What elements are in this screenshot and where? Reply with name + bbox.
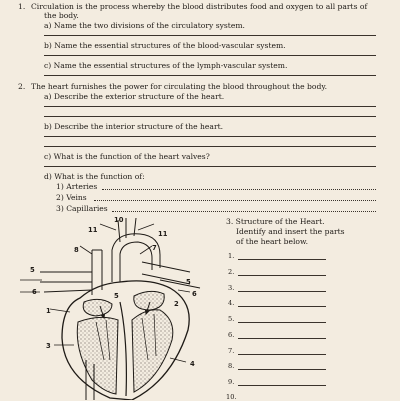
q1-line-1: Circulation is the process whereby the blood distributes food and oxygen to all parts of <box>31 2 368 11</box>
pulmonary-veins-left <box>40 272 92 292</box>
q3-line-1: 3. Structure of the Heart. <box>226 217 325 226</box>
diagram-label-8: 8 <box>74 246 79 254</box>
answer-line <box>238 369 326 370</box>
diagram-label-7: 7 <box>152 244 157 252</box>
answer-number-7: 7. <box>228 347 235 355</box>
q2d1-label: 1) Arteries <box>56 182 98 191</box>
answer-line <box>238 354 326 355</box>
answer-line <box>238 338 326 339</box>
q3-line-2: Identify and insert the parts <box>236 227 345 236</box>
q2d-prompt: d) What is the function of: <box>44 172 145 181</box>
q3-line-3: of the heart below. <box>236 237 309 246</box>
diagram-label-2: 2 <box>174 300 179 308</box>
q2d2-label: 2) Veins <box>56 193 87 202</box>
q2a-prompt: a) Describe the exterior structure of the heart. <box>44 92 225 101</box>
q2c-prompt: c) What is the function of the heart valves? <box>44 152 210 161</box>
answer-line <box>44 146 376 147</box>
septum <box>120 302 126 396</box>
q2-number: 2. <box>18 82 26 91</box>
diagram-label-3: 3 <box>46 342 51 350</box>
diagram-label-6-left: 6 <box>32 288 37 296</box>
answer-line <box>44 55 376 56</box>
diagram-label-10: 10 <box>114 216 124 224</box>
diagram-label-11-left: 11 <box>88 226 98 234</box>
answer-number-5: 5. <box>228 315 235 323</box>
diagram-label-1: 1 <box>46 307 51 315</box>
diagram-label-5-center: 5 <box>114 292 119 300</box>
answer-line <box>44 35 376 36</box>
answer-line <box>102 189 376 190</box>
answer-line <box>44 136 376 137</box>
left-ventricle <box>132 310 173 392</box>
diagram-label-5-right: 5 <box>186 278 191 286</box>
answer-line <box>44 106 376 107</box>
answer-line <box>238 259 326 260</box>
diagram-label-5-left: 5 <box>30 266 35 274</box>
answer-number-6: 6. <box>228 331 235 339</box>
answer-line <box>94 200 376 201</box>
answer-line <box>238 322 326 323</box>
heart-diagram <box>0 210 225 400</box>
q2-stem: The heart furnishes the power for circulating the blood throughout the body. <box>31 82 328 91</box>
q1-line-2: the body. <box>44 11 79 20</box>
diagram-label-6-right: 6 <box>192 290 197 298</box>
answer-number-1: 1. <box>228 252 235 260</box>
answer-number-3: 3. <box>228 284 235 292</box>
answer-line <box>44 116 376 117</box>
answer-line <box>238 306 326 307</box>
answer-line <box>44 166 376 167</box>
q2d3-label: 3) Capillaries <box>56 204 108 213</box>
answer-line <box>238 385 326 386</box>
answer-line <box>238 291 326 292</box>
q1-number: 1. <box>18 2 26 11</box>
answer-number-10: 10. <box>226 393 237 401</box>
q1c-prompt: c) Name the essential structures of the lymph-vascular system. <box>44 61 288 70</box>
answer-number-2: 2. <box>228 268 235 276</box>
answer-line <box>44 75 376 76</box>
diagram-label-4: 4 <box>190 360 195 368</box>
q1b-prompt: b) Name the essential structures of the blood-vascular system. <box>44 41 286 50</box>
superior-vena-cava <box>92 250 102 295</box>
q2b-prompt: b) Describe the interior structure of the heart. <box>44 122 224 131</box>
answer-number-4: 4. <box>228 299 235 307</box>
diagram-label-11-right: 11 <box>158 230 168 238</box>
q1a-prompt: a) Name the two divisions of the circulatory system. <box>44 21 245 30</box>
answer-line <box>238 275 326 276</box>
answer-number-9: 9. <box>228 378 235 386</box>
aortic-arch <box>112 234 160 282</box>
answer-number-8: 8. <box>228 362 235 370</box>
